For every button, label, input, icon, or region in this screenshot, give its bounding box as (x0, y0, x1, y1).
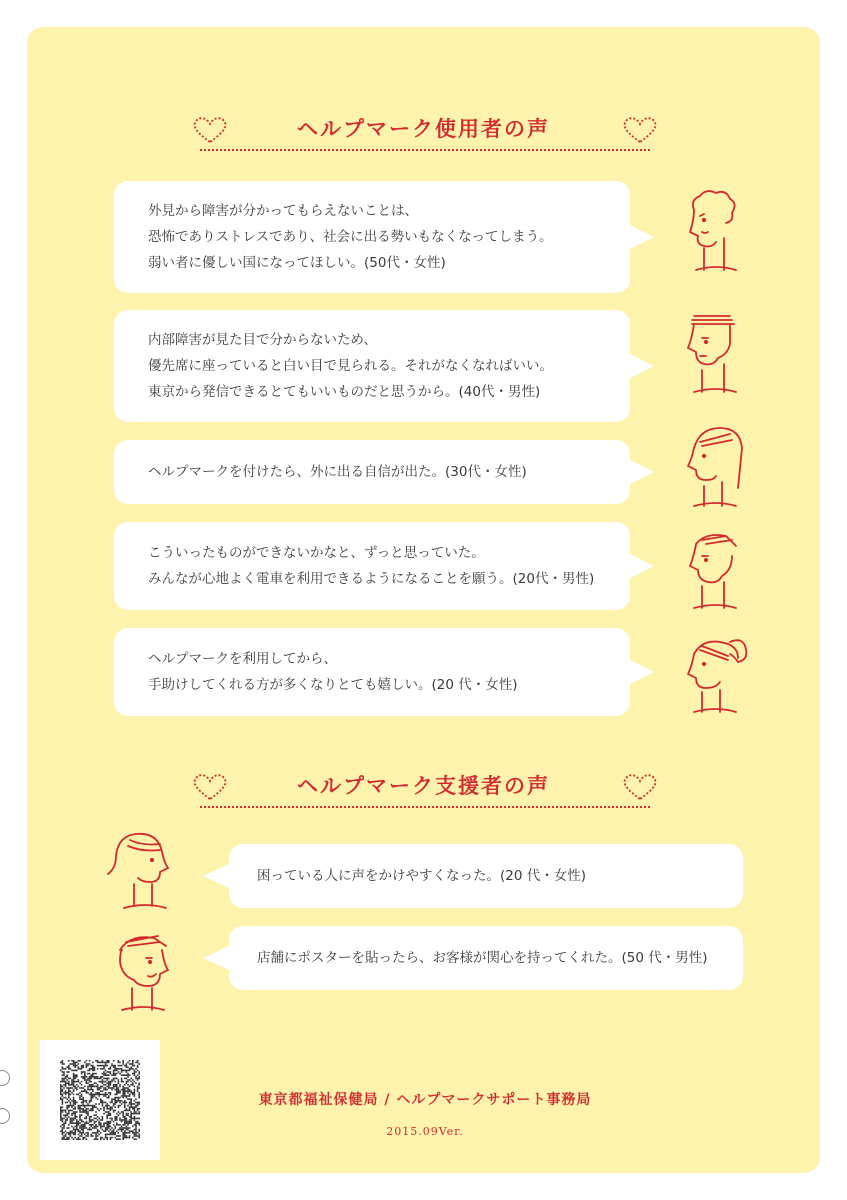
punch-hole (0, 1070, 10, 1086)
heart-icon (620, 772, 660, 802)
smiling-man-face (106, 928, 176, 1018)
testimonial-line: 弱い者に優しい国になってほしい。(50代・女性) (148, 255, 446, 271)
testimonial-line: 東京から発信できるとてもいいものだと思うから。(40代・男性) (148, 384, 541, 400)
section-title: ヘルプマーク使用者の声 (297, 117, 550, 141)
punch-hole (0, 1108, 10, 1124)
testimonial-line: みんなが心地よく電車を利用できるようになることを願う。(20代・男性) (148, 571, 595, 587)
testimonial-line: 恐怖でありストレスであり、社会に出る勢いもなくなってしまう。 (148, 229, 553, 245)
testimonial-bubble (114, 310, 630, 422)
section-header-supporters (0, 770, 847, 820)
bubble-tail (628, 659, 654, 685)
qr-code (40, 1040, 160, 1160)
qr-code-icon (40, 1040, 160, 1160)
testimonial-bubble (229, 926, 743, 990)
bubble-tail (628, 353, 654, 379)
bubble-tail (203, 945, 231, 971)
section-header-users (0, 113, 847, 163)
footer-organization: 東京都福祉保健局 / ヘルプマークサポート事務局 (258, 1092, 592, 1108)
testimonial-bubble (114, 181, 630, 293)
testimonial-bubble (229, 844, 743, 908)
bubble-tail (628, 224, 654, 250)
testimonial-line: 外見から障害が分かってもらえないことは、 (148, 203, 418, 219)
ponytail-woman-face (680, 632, 750, 722)
bubble-tail (628, 459, 654, 485)
long-hair-woman-face (680, 422, 750, 512)
curly-hair-woman-face (680, 188, 750, 278)
testimonial-bubble (114, 440, 630, 504)
bubble-tail (628, 553, 654, 579)
heart-icon (620, 115, 660, 145)
testimonial-line: 優先席に座っていると白い目で見られる。それがなくなればいい。 (148, 358, 553, 374)
bob-hair-woman-face (106, 826, 176, 916)
dotted-divider (200, 806, 650, 808)
testimonial-line: 困っている人に声をかけやすくなった。(20 代・女性) (257, 868, 587, 884)
testimonial-line: 店舗にポスターを貼ったら、お客様が関心を持ってくれた。(50 代・男性) (257, 950, 708, 966)
footer-version: 2015.09Ver. (386, 1125, 464, 1138)
testimonial-line: 手助けしてくれる方が多くなりとても嬉しい。(20 代・女性) (148, 677, 518, 693)
bubble-tail (203, 863, 231, 889)
testimonial-bubble (114, 522, 630, 610)
testimonial-bubble (114, 628, 630, 716)
flat-top-man-face (680, 308, 750, 398)
section-title: ヘルプマーク支援者の声 (297, 774, 550, 798)
dotted-divider (200, 149, 650, 151)
testimonial-line: こういったものができないかなと、ずっと思っていた。 (148, 545, 485, 561)
testimonial-line: ヘルプマークを付けたら、外に出る自信が出た。(30代・女性) (148, 464, 527, 480)
testimonial-line: ヘルプマークを利用してから、 (148, 651, 337, 667)
young-man-face (680, 526, 750, 616)
testimonial-line: 内部障害が見た目で分からないため、 (148, 332, 377, 348)
